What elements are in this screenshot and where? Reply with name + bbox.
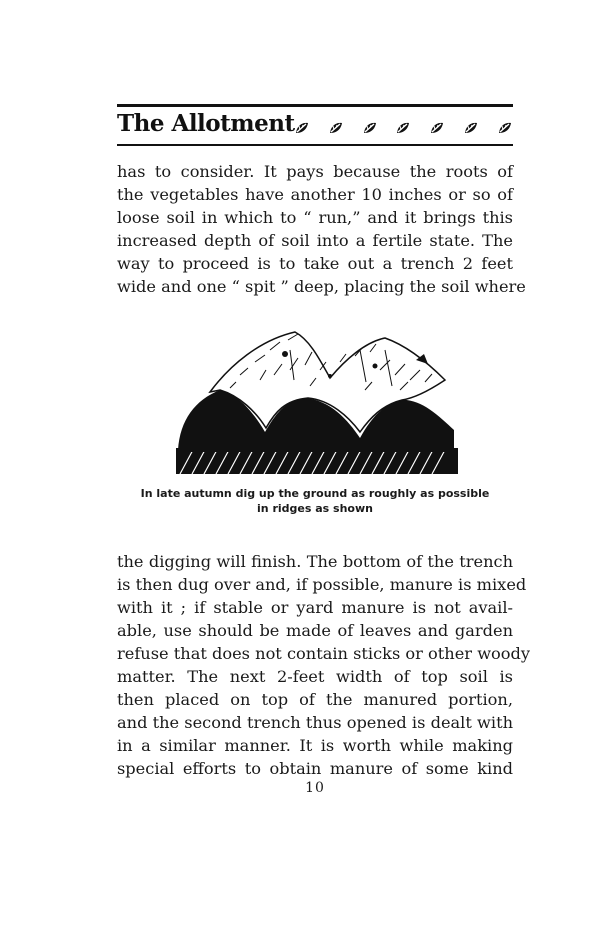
leaf-icon bbox=[294, 121, 310, 135]
text-line: way to proceed is to take out a trench 2 feet bbox=[117, 254, 513, 273]
text-line: the digging will finish. The bottom of the trench bbox=[117, 552, 513, 571]
text-line: is then dug over and, if possible, manure is mixed bbox=[117, 575, 527, 594]
text-line: matter. The next 2-feet width of top soil is bbox=[117, 667, 513, 686]
text-line: increased depth of soil into a fertile state. The bbox=[117, 231, 513, 250]
text-line: then placed on top of the manured portion, bbox=[117, 690, 513, 709]
text-line: loose soil in which to “ run,” and it brings this bbox=[117, 208, 513, 227]
header-bottom-rule bbox=[117, 144, 513, 146]
body-paragraph-1 bbox=[117, 160, 526, 298]
ridged-soil-illustration bbox=[170, 320, 460, 480]
leaf-icon bbox=[497, 121, 513, 135]
text-line: special efforts to obtain manure of some kind bbox=[117, 759, 513, 778]
leaf-icon bbox=[429, 121, 445, 135]
text-line: wide and one “ spit ” deep, placing the soil where bbox=[117, 277, 526, 296]
leaf-icon bbox=[362, 121, 378, 135]
leaf-icon bbox=[328, 121, 344, 135]
text-line: refuse that does not contain sticks or other woody bbox=[117, 644, 531, 663]
text-line: able, use should be made of leaves and garden bbox=[117, 621, 513, 640]
caption-line: In late autumn dig up the ground as roughly as possible bbox=[140, 487, 490, 500]
figure-caption bbox=[117, 486, 513, 516]
text-line: in a similar manner. It is worth while making bbox=[117, 736, 513, 755]
text-line: has to consider. It pays because the roots of bbox=[117, 162, 513, 181]
text-line: with it ; if stable or yard manure is not avail- bbox=[117, 598, 513, 617]
text-line: the vegetables have another 10 inches or so of bbox=[117, 185, 513, 204]
body-paragraph-2 bbox=[117, 550, 531, 780]
text-line: and the second trench thus opened is dealt with bbox=[117, 713, 513, 732]
header-top-rule bbox=[117, 104, 513, 107]
ridges-drawing bbox=[170, 320, 460, 480]
leaf-ornament-row bbox=[294, 118, 513, 138]
caption-line: in ridges as shown bbox=[257, 502, 373, 515]
running-header-title: The Allotment bbox=[117, 110, 295, 137]
page-number: 10 bbox=[305, 780, 325, 796]
leaf-icon bbox=[395, 121, 411, 135]
leaf-icon bbox=[463, 121, 479, 135]
running-header bbox=[117, 110, 513, 140]
